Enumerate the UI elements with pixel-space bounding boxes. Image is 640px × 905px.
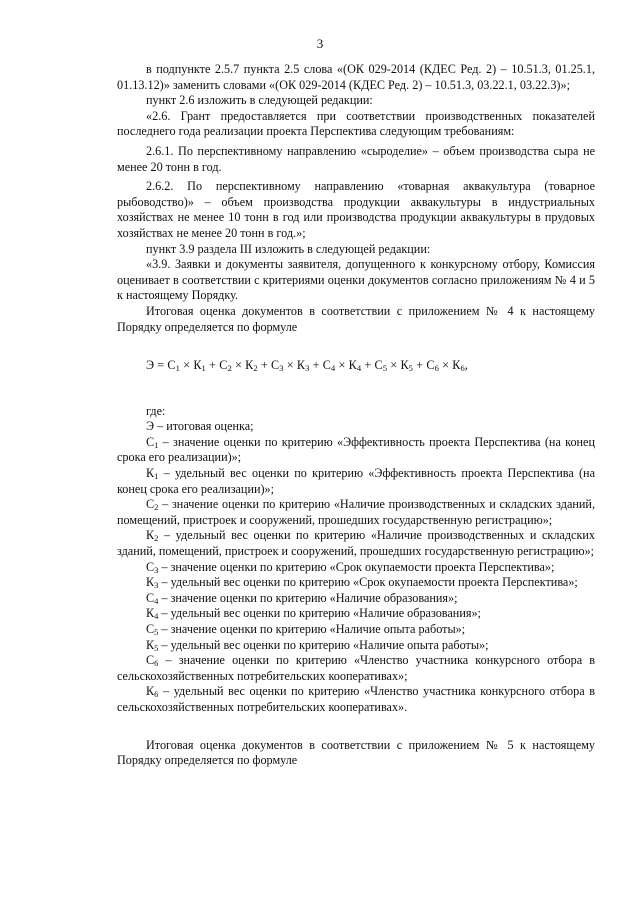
definition-item (117, 435, 595, 466)
definition-item (117, 466, 595, 497)
formula-symbol-c: С (322, 358, 331, 373)
formula-symbol-c: С (219, 358, 228, 373)
definition-subscript: 2 (154, 502, 159, 513)
definition-subscript: 4 (154, 595, 159, 606)
formula-times: × (438, 358, 453, 373)
definition-symbol: К (146, 606, 155, 621)
formula-subscript: 6 (460, 363, 465, 374)
definition-text: – значение оценки по критерию «Наличие образования»; (158, 590, 458, 605)
definition-text: – итоговая оценка; (154, 419, 254, 434)
definition-item (117, 591, 595, 607)
formula-symbol-k: К (400, 358, 409, 373)
definition-text: – удельный вес оценки по критерию «Наличие образования»; (158, 606, 481, 621)
paragraph-2-6-1: 2.6.1. По перспективному направлению «сыроделие» – объем производства сыра не менее 20 тонн в год. (117, 143, 595, 174)
definitions-list (117, 419, 595, 715)
formula-subscript: 1 (175, 363, 181, 374)
formula-subscript: 4 (331, 363, 336, 374)
definition-symbol: Э (146, 419, 155, 434)
formula-symbol-c: С (270, 358, 280, 373)
formula-plus: + (257, 358, 271, 373)
definition-text: – удельный вес оценки по критерию «Срок окупаемости проекта Перспектива»; (158, 575, 578, 590)
formula-subscript: 1 (201, 363, 206, 374)
definition-item (117, 528, 595, 559)
definition-subscript: 5 (154, 627, 159, 638)
definition-text: – удельный вес оценки по критерию «Эффективность проекта Перспектива (на конец срока его реализации)»; (117, 466, 595, 496)
formula-end: , (464, 358, 468, 373)
definition-subscript: 6 (154, 658, 159, 669)
definition-subscript: 3 (154, 580, 159, 591)
definition-text: – значение оценки по критерию «Членство участника конкурсного отбора в сельскохозяйственных потребительских кооперативах»; (117, 653, 595, 683)
formula-symbol-k: К (245, 358, 254, 373)
formula-subscript: 5 (382, 363, 388, 374)
paragraph-item-2-6-intro: пункт 2.6 изложить в следующей редакции: (146, 93, 373, 108)
formula-subscript: 3 (279, 363, 284, 374)
definition-text: – значение оценки по критерию «Наличие производственных и складских зданий, помещений, пристроек и сооружений, прошедших государственную регистрацию»; (117, 497, 595, 527)
definition-subscript: 6 (154, 689, 159, 700)
paragraph-total-score-annex-5: Итоговая оценка документов в соответствии с приложением № 5 к настоящему Порядку определяется по формуле (117, 737, 595, 768)
formula-plus: + (309, 358, 323, 373)
formula-subscript: 6 (434, 363, 439, 374)
formula-times: × (180, 358, 194, 373)
definition-item (117, 419, 595, 435)
formula-symbol-k: К (193, 358, 202, 373)
definition-symbol: С (146, 559, 155, 574)
definition-text: – удельный вес оценки по критерию «Наличие производственных и складских зданий, помещений, пристроек и сооружений, прошедших государственную регистрацию»; (117, 528, 595, 559)
definition-text: – удельный вес оценки по критерию «Членство участника конкурсного отбора в сельскохозяйственных потребительских кооперативах». (117, 684, 595, 714)
definition-text: – значение оценки по критерию «Срок окупаемости проекта Перспектива»; (158, 559, 555, 574)
definition-symbol: С (146, 622, 155, 636)
definition-item (117, 497, 595, 528)
formula-symbol-k: К (452, 358, 461, 373)
definition-symbol: К (146, 575, 155, 590)
formula-times: × (387, 358, 401, 373)
paragraph-2-6-2: 2.6.2. По перспективному направлению «товарная аквакультура (товарное рыбоводство)» – объем производства продукции аквакультуры в индустриальных хозяйствах не менее 10 тонн в год или производства продукции аквакультуры в прудовых хозяйствах не менее 20 тонн в год.»; (117, 179, 595, 240)
where-label: где: (146, 403, 166, 418)
definition-subscript: 2 (154, 533, 159, 544)
definition-symbol: С (146, 653, 155, 668)
formula-times: × (231, 358, 246, 373)
paragraph-3-9: «3.9. Заявки и документы заявителя, допущенного к конкурсному отбору, Комиссия оценивает в соответствии с критериями оценки документов согласно приложениям № 4 и 5 к настоящему Порядку. (117, 257, 595, 303)
formula-times: × (283, 358, 297, 373)
definition-symbol: К (146, 684, 155, 699)
formula-symbol-k: К (348, 358, 357, 373)
score-formula (146, 358, 595, 374)
formula-times: × (335, 358, 349, 373)
definition-symbol: К (146, 528, 155, 543)
paragraph-total-score-annex-4: Итоговая оценка документов в соответствии с приложением № 4 к настоящему Порядку определяется по формуле (117, 303, 595, 334)
definition-text: – значение оценки по критерию «Наличие опыта работы»; (158, 622, 466, 636)
definition-item (117, 653, 595, 684)
formula-plus: + (205, 358, 220, 373)
formula-lhs: Э = (146, 358, 168, 373)
definition-item (117, 684, 595, 715)
definition-item (117, 560, 595, 576)
definition-item (117, 622, 595, 638)
paragraph-item-3-9-intro: пункт 3.9 раздела III изложить в следующей редакции: (146, 241, 431, 256)
definition-text: – значение оценки по критерию «Эффективность проекта Перспектива (на конец срока его реализации)»; (117, 434, 595, 465)
definition-item (117, 638, 595, 654)
formula-symbol-k: К (296, 358, 306, 373)
definition-item (117, 575, 595, 591)
formula-symbol-c: С (374, 358, 383, 373)
definition-text: – удельный вес оценки по критерию «Наличие опыта работы»; (158, 637, 489, 652)
formula-symbol-c: С (426, 358, 435, 373)
formula-plus: + (413, 358, 427, 373)
definition-item (117, 606, 595, 622)
formula-symbol-c: С (167, 358, 176, 373)
definition-symbol: С (146, 497, 155, 512)
document-body (117, 62, 595, 769)
definition-symbol: С (146, 590, 155, 605)
formula-subscript: 5 (408, 363, 414, 374)
definition-subscript: 3 (154, 564, 159, 575)
formula-subscript: 2 (227, 363, 232, 374)
definition-subscript: 4 (154, 611, 159, 622)
definition-subscript: 1 (154, 471, 159, 482)
formula-subscript: 4 (356, 363, 362, 374)
definition-subscript: 1 (154, 440, 159, 450)
definition-symbol: К (146, 637, 155, 652)
formula-subscript: 3 (305, 363, 310, 374)
definition-symbol: С (146, 434, 155, 449)
paragraph-2-6: «2.6. Грант предоставляется при соответствии производственных показателей последнего года реализации проекта Перспектива следующим требованиям: (117, 108, 595, 139)
paragraph-amend-2-5-7: в подпункте 2.5.7 пункта 2.5 слова «(ОК 029-2014 (КДЕС Ред. 2) – 10.51.3, 01.25.1, 01.13.12)» заменить словами «(ОК 029-2014 (КДЕС Ред. 2) – 10.51.3, 03.22.1, 03.22.3)»; (117, 62, 595, 92)
formula-plus: + (361, 358, 375, 373)
definition-symbol: К (146, 466, 155, 481)
definition-subscript: 5 (154, 642, 159, 653)
page-number: 3 (316, 36, 324, 51)
formula-subscript: 2 (253, 363, 258, 374)
